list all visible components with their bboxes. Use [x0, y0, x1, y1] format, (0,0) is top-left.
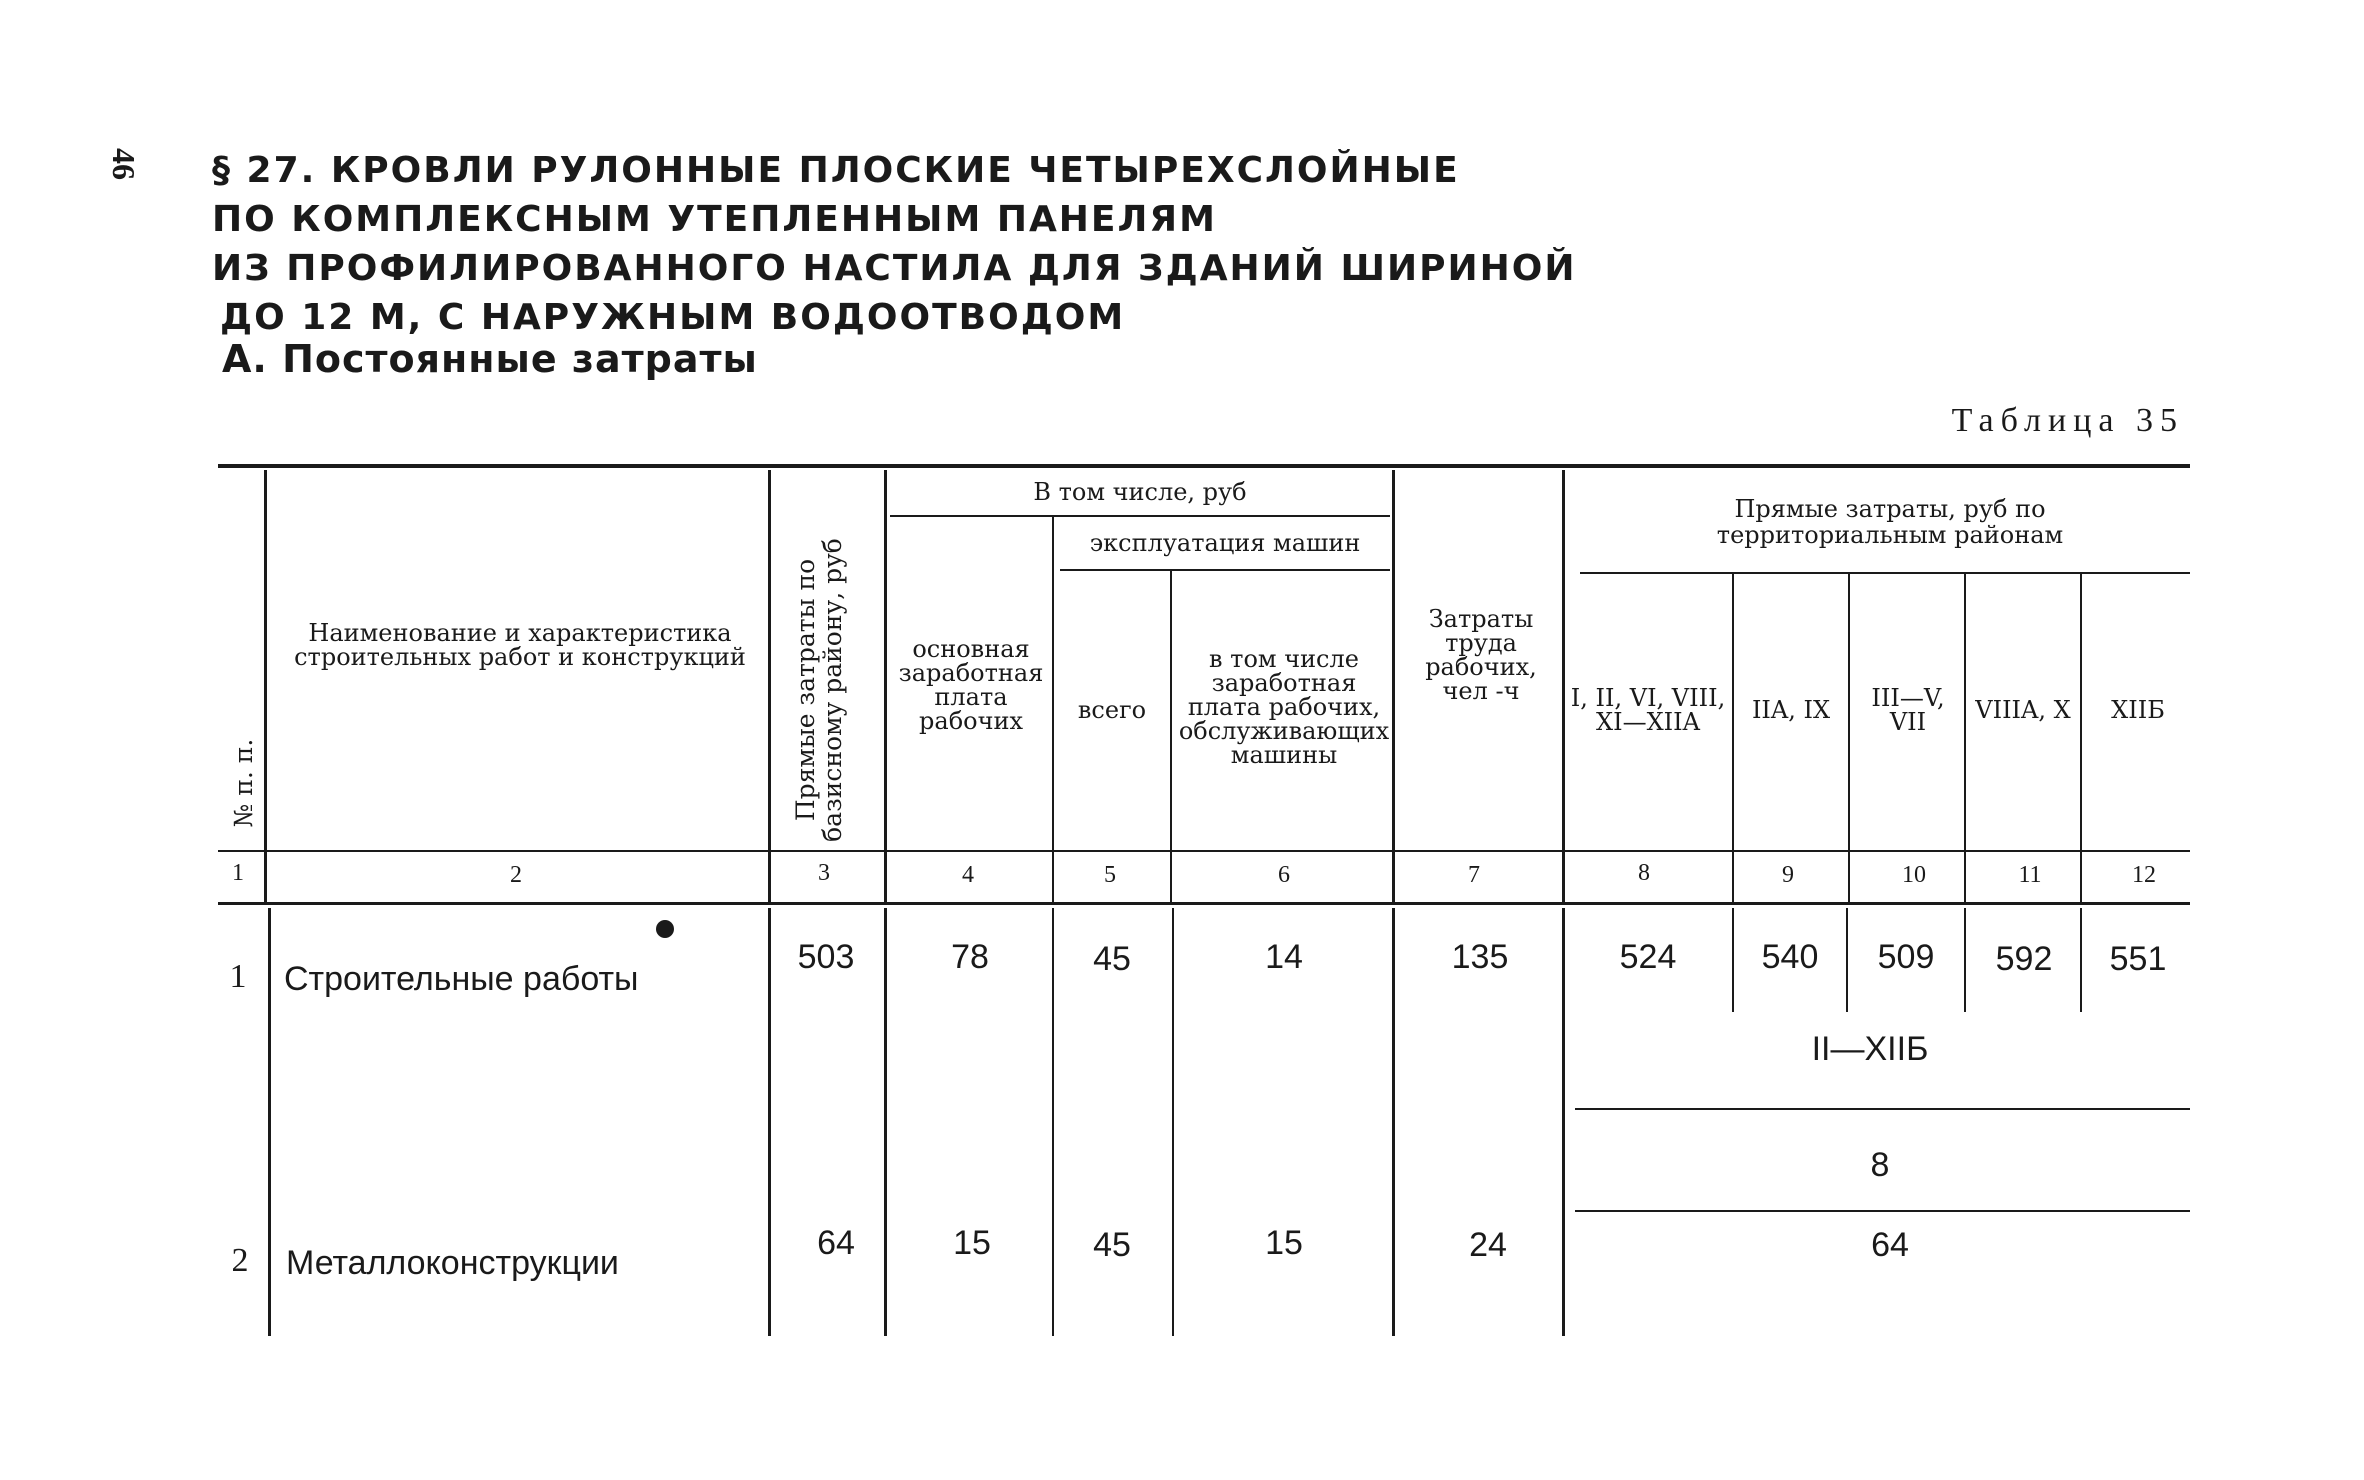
body-vline-6 [1392, 908, 1395, 1336]
header-col8: I, II, VI, VIII, XI—XIIA [1570, 684, 1726, 736]
table-top-rule [218, 464, 2190, 468]
row1-c12: 551 [2109, 940, 2167, 978]
colnum-10: 10 [1902, 862, 1926, 888]
region-header: II—XIIБ [1811, 1030, 1929, 1068]
colnum-9: 9 [1782, 862, 1794, 888]
rule-header-bottom [218, 850, 2190, 852]
row2-name: Металлоконструкции [286, 1244, 619, 1282]
row2-c5: 45 [1093, 1226, 1131, 1264]
vline-10 [1964, 574, 1966, 902]
vline-7 [1562, 470, 1565, 902]
colnum-2: 2 [510, 862, 522, 888]
header-col9: IIA, IX [1751, 696, 1831, 724]
colnum-3: 3 [818, 860, 830, 886]
vline-9 [1848, 574, 1850, 902]
vline-1 [264, 470, 267, 902]
rule-mach-group [1060, 569, 1390, 571]
vline-4 [1052, 517, 1054, 902]
title-line-2: ПО КОМПЛЕКСНЫМ УТЕПЛЕННЫМ ПАНЕЛЯМ [212, 199, 1217, 240]
row1-number: 1 [229, 958, 247, 995]
subtitle: А. Постоянные затраты [222, 337, 758, 381]
section-title [212, 146, 1576, 342]
row1-name: Строительные работы [284, 960, 639, 998]
header-col12: XIIБ [2111, 696, 2165, 724]
row1-c11: 592 [1995, 940, 2053, 978]
rule-region-1 [1575, 1108, 2190, 1110]
rule-region-2 [1575, 1210, 2190, 1212]
row2-number: 2 [231, 1242, 249, 1279]
row2-c3: 64 [817, 1224, 855, 1262]
vline-11 [2080, 574, 2082, 902]
header-col1: № п. п. [229, 738, 258, 828]
region-value-above: 8 [1870, 1146, 1890, 1184]
row1-c5: 45 [1093, 940, 1131, 978]
row2-c4: 15 [953, 1224, 991, 1262]
vline-5 [1170, 571, 1172, 902]
row1-c9: 540 [1761, 938, 1819, 976]
row2-region-value: 64 [1871, 1226, 1909, 1264]
header-col4: основная заработная плата рабочих [898, 635, 1044, 735]
page-number: 46 [106, 148, 142, 180]
rule-numbers-bottom [218, 902, 2190, 905]
header-col11: VIIIA, X [1975, 696, 2071, 724]
title-line-3: ИЗ ПРОФИЛИРОВАННОГО НАСТИЛА ДЛЯ ЗДАНИЙ ШИРИНОЙ [212, 248, 1577, 289]
colnum-1: 1 [232, 860, 244, 886]
row2-c6: 15 [1265, 1224, 1303, 1262]
body-vline-7 [1562, 908, 1565, 1336]
vline-6 [1392, 470, 1395, 902]
table-label: Таблица 35 [1951, 402, 2184, 439]
colnum-4: 4 [962, 862, 974, 888]
vline-2 [768, 470, 771, 902]
row1-c10: 509 [1877, 938, 1935, 976]
colnum-5: 5 [1104, 862, 1116, 888]
header-col6: в том числе заработная плата рабочих, обслуживающих машины [1178, 645, 1390, 769]
header-col2: Наименование и характеристика строительных работ и конструкций [294, 619, 746, 671]
header-group-mach: эксплуатация машин [1089, 529, 1361, 557]
header-col7: Затраты труда рабочих, чел -ч [1425, 605, 1537, 705]
rule-terr-group [1580, 572, 2190, 574]
row1-c8: 524 [1619, 938, 1677, 976]
colnum-11: 11 [2018, 862, 2042, 888]
ink-blot [656, 920, 674, 938]
rule-incl-group [890, 515, 1390, 517]
header-col5: всего [1077, 696, 1147, 724]
row2-c7: 24 [1469, 1226, 1507, 1264]
row1-c4: 78 [951, 938, 989, 976]
row1-c7: 135 [1451, 938, 1509, 976]
vline-3 [884, 470, 887, 902]
colnum-6: 6 [1278, 862, 1290, 888]
row1-c3: 503 [797, 938, 855, 976]
header-col3: Прямые затраты по базисному району, руб [791, 538, 847, 842]
body-vline-5 [1172, 908, 1174, 1336]
colnum-8: 8 [1638, 860, 1650, 886]
title-line-4: ДО 12 М, С НАРУЖНЫМ ВОДООТВОДОМ [220, 297, 1126, 338]
colnum-12: 12 [2132, 862, 2156, 888]
title-line-1: § 27. КРОВЛИ РУЛОННЫЕ ПЛОСКИЕ ЧЕТЫРЕХСЛОЙНЫЕ [212, 150, 1460, 191]
row1-c6: 14 [1265, 938, 1303, 976]
colnum-7: 7 [1468, 862, 1480, 888]
header-group-terr: Прямые затраты, руб по территориальным районам [1716, 495, 2064, 549]
vline-8 [1732, 574, 1734, 902]
header-group-incl: В том числе, руб [1033, 478, 1247, 506]
header-col10: III—V, VII [1871, 684, 1945, 736]
body-vline-1 [268, 908, 271, 1336]
